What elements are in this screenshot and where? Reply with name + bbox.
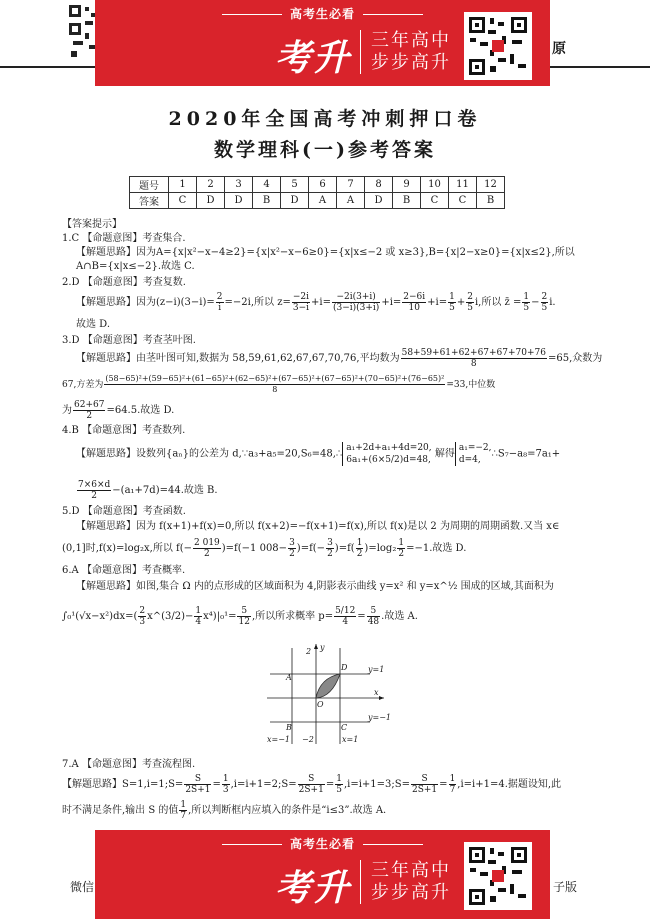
table-cell: 8 [365, 177, 393, 193]
label-y-eq-m1: y=−1 [368, 713, 392, 722]
banner-brand-logo: 考升 [275, 38, 352, 79]
qr-code-icon [466, 14, 530, 78]
numerator: 1 [449, 292, 455, 302]
fraction [522, 292, 530, 313]
denominator: (3−i)(3+i) [332, 303, 380, 313]
q4-text: ∴S₇−a₈=7a₁+ [491, 448, 561, 460]
point-label-a: A [286, 673, 292, 682]
table-cell: 5 [281, 177, 309, 193]
probability-region-graph [262, 640, 392, 750]
q7-text: = [212, 779, 221, 790]
fraction [334, 606, 356, 627]
banner-slogan: 高考生必看 [95, 5, 550, 22]
fraction [541, 292, 549, 313]
table-cell: A [309, 193, 337, 209]
banner-slogan: 高考生必看 [95, 835, 550, 852]
equation-system [342, 442, 431, 466]
denominator: 10 [408, 303, 420, 313]
numerator: 5 [367, 606, 380, 617]
footer-left-text: 微信 [70, 880, 95, 894]
denominator: 3 [222, 785, 229, 795]
fraction [367, 606, 380, 627]
tick-label-m2: −2 [302, 735, 314, 744]
numerator: 2 [467, 292, 473, 302]
denominator: 2 [398, 549, 405, 559]
numerator: 58+59+61+62+67+67+70+76 [401, 348, 546, 358]
numerator: 3 [289, 538, 295, 548]
denominator: 8 [272, 385, 278, 394]
q7-text: = [325, 779, 335, 790]
fraction [402, 292, 426, 313]
banner-qr-code [464, 12, 532, 80]
fraction [77, 480, 111, 501]
q2-text: + [456, 297, 466, 308]
numerator: S [184, 774, 211, 785]
q2-text: +i= [311, 297, 331, 308]
tick-label-2: 2 [306, 647, 312, 656]
hint-header: 【答案提示】 [62, 219, 122, 230]
banner-qr-code [464, 842, 532, 910]
table-cell: C [449, 193, 477, 209]
table-header-number: 题号 [130, 177, 169, 193]
label-y-eq-1: y=1 [368, 665, 385, 674]
denominator: 2S+1 [298, 785, 324, 795]
numerator: 1 [398, 538, 405, 548]
numerator: 1 [523, 292, 530, 302]
q4-text: −(a₁+7d)=44.故选 B. [112, 485, 218, 496]
fraction [222, 774, 230, 795]
q4-text: 【解题思路】设数列{aₙ}的公差为 d,∵a₃+a₅=20,S₆=48,∴ [76, 448, 343, 460]
table-cell: C [421, 193, 449, 209]
table-cell: 9 [393, 177, 421, 193]
numerator: 1 [449, 774, 456, 784]
qr-code-icon [466, 844, 530, 908]
label-x-eq-1: x=1 [342, 735, 359, 744]
denominator: 3−i [292, 303, 309, 313]
table-cell: 1 [169, 177, 197, 193]
q1-head: 1.C 【命题意图】考查集合. [62, 233, 186, 244]
table-cell: 6 [309, 177, 337, 193]
denominator: 2 [327, 549, 333, 559]
fraction [104, 374, 445, 395]
fraction [237, 606, 250, 627]
bottom-promo-banner[interactable] [95, 830, 550, 919]
denominator: 5 [523, 303, 530, 313]
q7-text: 时不满足条件,输出 S 的值 [62, 805, 179, 816]
denominator: 2 [86, 411, 93, 421]
numerator: 5 [237, 606, 250, 617]
table-row-answers [130, 193, 505, 209]
fraction [194, 606, 202, 627]
point-label-c: C [341, 723, 348, 732]
numerator: 5/12 [335, 606, 356, 616]
fraction [356, 538, 364, 559]
q3-text: =64.5.故选 D. [106, 405, 175, 416]
q7-text: ,i=i+1=4.据题设知,此 [457, 779, 562, 790]
fraction [179, 800, 187, 821]
fraction [466, 292, 474, 313]
numerator: 62+67 [74, 400, 105, 410]
numerator: 1 [180, 800, 187, 810]
q5-line2 [62, 538, 466, 559]
denominator: 5 [336, 785, 342, 795]
denominator: 3 [139, 617, 146, 627]
fraction [411, 774, 438, 795]
q6-text: ∫₀¹(√x−x²)dx=( [62, 611, 138, 622]
table-cell: 10 [421, 177, 449, 193]
banner-tagline-line2: 步步高升 [371, 52, 451, 73]
answer-table [129, 176, 505, 209]
fraction [298, 774, 325, 795]
q5-text: )=f(− [296, 543, 326, 554]
q2-text: i. [549, 297, 556, 308]
page-subtitle: 数学理科(一)参考答案 [214, 139, 436, 161]
fraction [292, 292, 310, 313]
q3-line2 [62, 374, 495, 395]
banner-tagline-line1: 三年高中 [371, 30, 451, 51]
q4-line1 [76, 442, 560, 466]
point-label-b: B [286, 723, 292, 732]
q6-text: x^(3/2)− [147, 611, 194, 622]
q7-line2 [62, 800, 386, 821]
q3-text: 67,方差为 [62, 380, 104, 390]
denominator: 2 [289, 549, 295, 559]
fraction [138, 606, 146, 627]
fraction [335, 774, 343, 795]
q6-text: = [357, 611, 366, 622]
q7-line1 [62, 774, 561, 795]
q7-text: 【解题思路】S=1,i=1;S= [62, 779, 184, 790]
page-title: 2020年全国高考冲刺押口卷 [168, 108, 482, 130]
numerator: 3 [327, 538, 333, 548]
axis-label-x: x [374, 688, 379, 697]
denominator: 5 [541, 303, 548, 313]
q2-text: +i= [427, 297, 448, 308]
q5-line1: 【解题思路】因为 f(x+1)+f(x)=0,所以 f(x+2)=−f(x+1)=f(x),所以 f(x)是以 2 为周期的周期函数.又当 x∈ [76, 521, 560, 532]
y-axis-arrow-icon [314, 644, 318, 649]
numerator: S [298, 774, 325, 785]
table-header-answer: 答案 [130, 193, 169, 209]
banner-tagline-line1: 三年高中 [371, 860, 451, 881]
axis-label-y: y [320, 643, 325, 652]
q6-head: 6.A 【命题意图】考查概率. [62, 565, 186, 576]
denominator: i [218, 303, 222, 313]
table-cell: A [337, 193, 365, 209]
banner-brand-logo: 考升 [275, 868, 352, 909]
q6-text: .故选 A. [381, 611, 418, 622]
table-cell: D [225, 193, 253, 209]
banner-tagline [360, 860, 451, 904]
table-cell: 3 [225, 177, 253, 193]
numerator: −2i(3+i) [332, 292, 380, 303]
q5-text: (0,1]时,f(x)=log₂x,所以 f(− [62, 543, 193, 554]
q3-text: 【解题思路】由茎叶图可知,数据为 58,59,61,62,67,67,70,76,平均数为 [76, 353, 400, 364]
denominator: 8 [470, 359, 477, 369]
table-cell: 2 [197, 177, 225, 193]
table-cell: 11 [449, 177, 477, 193]
table-cell: 7 [337, 177, 365, 193]
numerator: 2 [139, 606, 146, 616]
equation: d=4, [458, 455, 481, 465]
fraction [288, 538, 296, 559]
numerator: −2i [292, 292, 309, 302]
table-cell: 4 [253, 177, 281, 193]
q2-text: i,所以 z̄ = [474, 297, 522, 308]
numerator: 2 [216, 292, 223, 302]
fraction [326, 538, 334, 559]
numerator: 2 019 [194, 538, 220, 548]
equation: 6a₁+(6×5/2)d=48, [346, 455, 431, 465]
numerator: 1 [195, 606, 202, 616]
table-cell: D [197, 193, 225, 209]
q2-line2: 故选 D. [76, 319, 111, 330]
fraction [449, 774, 457, 795]
q7-head: 7.A 【命题意图】考查流程图. [62, 759, 196, 770]
fraction [397, 538, 405, 559]
fraction [193, 538, 221, 559]
q6-line2 [62, 606, 418, 627]
q1-line2: A∩B={x|x≤−2}.故选 C. [76, 261, 195, 272]
top-promo-banner[interactable] [95, 0, 550, 86]
q6-line1: 【解题思路】如图,集合 Ω 内的点形成的区域面积为 4,阴影表示曲线 y=x² 和 y=x^½ 围成的区域,其面积为 [76, 581, 554, 592]
q3-line3 [62, 400, 174, 421]
q2-text: − [531, 297, 540, 308]
q2-line1 [76, 292, 556, 313]
numerator: 1 [356, 538, 363, 548]
q3-head: 3.D 【命题意图】考查茎叶图. [62, 335, 196, 346]
equation: a₁+2d+a₁+4d=20, [346, 443, 432, 453]
footer-right-text: 子版 [553, 880, 578, 894]
fraction [448, 292, 456, 313]
q7-text: ,i=i+1=2;S= [230, 779, 297, 790]
q5-text: )=f(−1 008− [221, 543, 288, 554]
q7-text: = [439, 779, 448, 790]
table-cell: D [281, 193, 309, 209]
q3-text: =65,众数为 [548, 353, 603, 364]
point-label-d: D [341, 663, 348, 672]
q2-text: 【解题思路】因为(z−i)(3−i)= [76, 297, 215, 308]
table-cell: C [169, 193, 197, 209]
fraction [401, 348, 547, 369]
fraction [332, 292, 380, 313]
q4-head: 4.B 【命题意图】考查数列. [62, 425, 186, 436]
denominator: 2 [91, 491, 98, 501]
denominator: 5 [467, 303, 473, 313]
q3-line1 [76, 348, 602, 369]
denominator: 12 [238, 617, 250, 627]
header-corner-text: 原 [552, 41, 566, 57]
denominator: 2 [356, 549, 363, 559]
x-axis-arrow-icon [379, 696, 384, 700]
denominator: 48 [367, 617, 380, 627]
table-row-numbers [130, 177, 505, 193]
q5-text: )=log₂ [364, 543, 397, 554]
q5-head: 5.D 【命题意图】考查函数. [62, 506, 186, 517]
shaded-region [316, 674, 340, 698]
fraction [73, 400, 105, 421]
q7-text: ,所以判断框内应填入的条件是“i≤3”.故选 A. [188, 805, 387, 816]
numerator: 2−6i [403, 292, 426, 302]
q1-line1: 【解题思路】因为A={x|x²−x−4≥2}={x|x²−x−6≥0}={x|x≤−2 或 x≥3},B={x|2−x≥0}={x|x≤2},所以 [76, 247, 575, 258]
equation-system [455, 442, 492, 466]
table-cell: 12 [477, 177, 505, 193]
origin-label: O [317, 700, 324, 709]
q4-line2 [76, 480, 218, 501]
q3-text: =33,中位数 [446, 380, 496, 390]
q5-text: =−1.故选 D. [406, 543, 467, 554]
q4-text: 解得 [434, 448, 455, 460]
denominator: 2S+1 [412, 785, 438, 795]
numerator: 1 [222, 774, 229, 784]
numerator: 1 [336, 774, 342, 784]
banner-tagline [360, 30, 451, 74]
q2-text: +i= [381, 297, 402, 308]
denominator: 4 [342, 617, 349, 627]
table-cell: B [477, 193, 505, 209]
fraction [216, 292, 224, 313]
denominator: 2S+1 [185, 785, 211, 795]
q6-text: x⁴)|₀¹= [203, 611, 237, 622]
table-cell: B [393, 193, 421, 209]
q6-text: ,所以所求概率 p= [251, 611, 334, 622]
fraction [184, 774, 211, 795]
denominator: 7 [449, 785, 456, 795]
table-cell: B [253, 193, 281, 209]
numerator: S [411, 774, 438, 785]
q5-text: )=f( [334, 543, 355, 554]
denominator: 7 [180, 811, 187, 821]
numerator: (58−65)²+(59−65)²+(61−65)²+(62−65)²+(67−65)²+(67−65)²+(70−65)²+(76−65)² [105, 374, 445, 383]
denominator: 2 [204, 549, 210, 559]
numerator: 7×6×d [78, 480, 111, 490]
label-x-eq-m1: x=−1 [267, 735, 291, 744]
q2-head: 2.D 【命题意图】考查复数. [62, 277, 186, 288]
denominator: 4 [195, 617, 202, 627]
denominator: 5 [449, 303, 455, 313]
table-cell: D [365, 193, 393, 209]
equation: a₁=−2, [458, 443, 492, 453]
q7-text: ,i=i+1=3;S= [343, 779, 410, 790]
numerator: 2 [541, 292, 548, 302]
q2-text: =−2i,所以 z= [224, 297, 291, 308]
banner-tagline-line2: 步步高升 [371, 882, 451, 903]
q3-text: 为 [62, 405, 72, 416]
